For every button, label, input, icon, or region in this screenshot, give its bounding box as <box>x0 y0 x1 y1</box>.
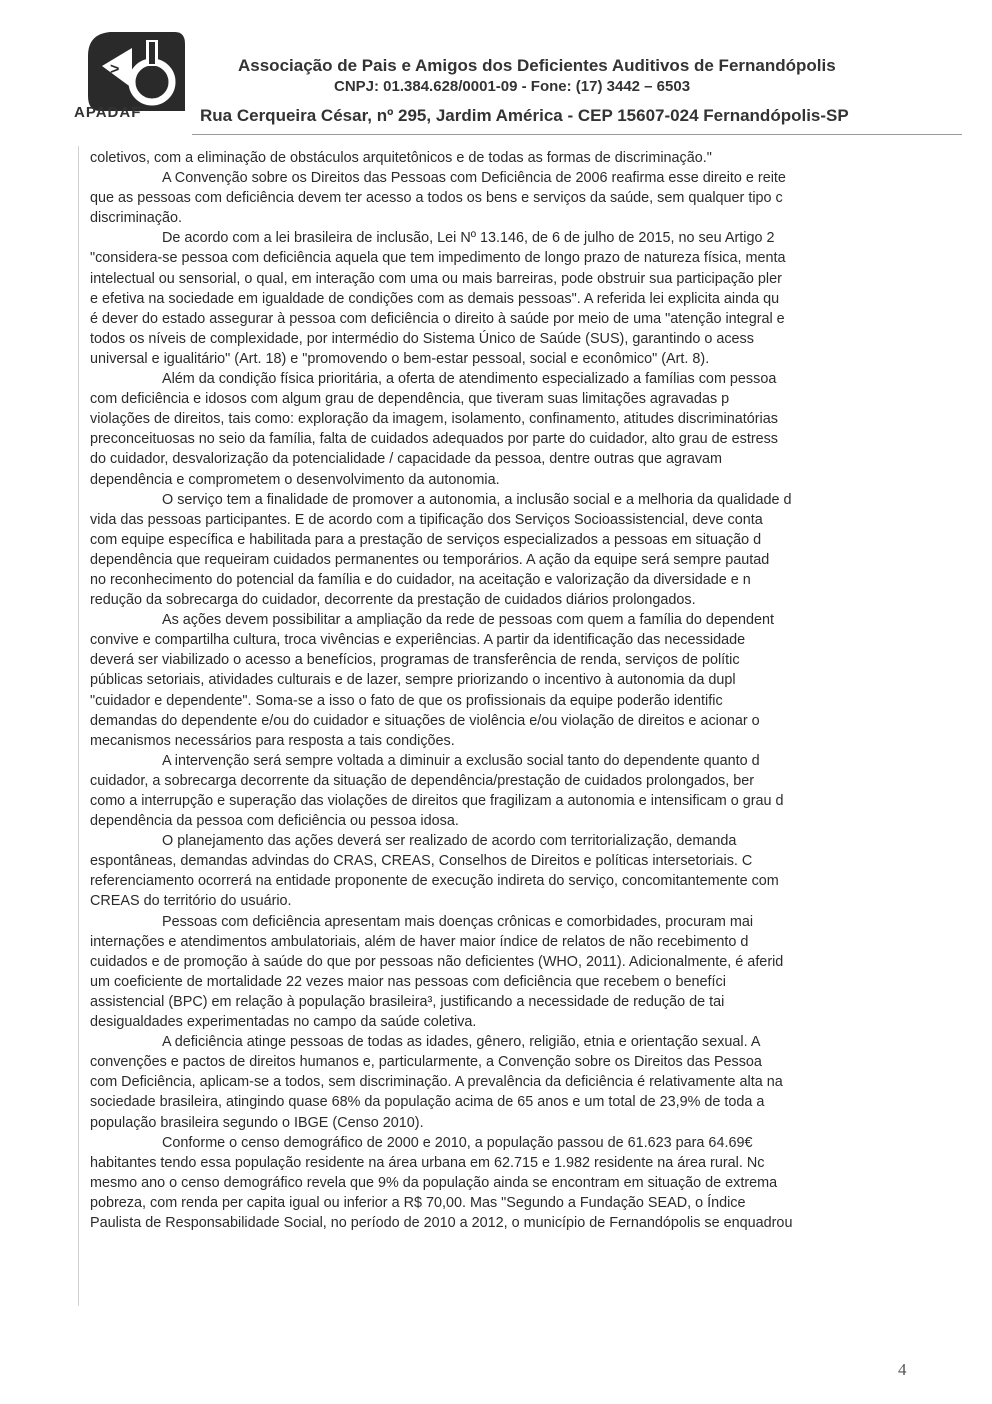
page-number: 4 <box>898 1360 907 1379</box>
text-line: discriminação. <box>90 210 182 227</box>
text-line: O serviço tem a finalidade de promover a autonomia, a inclusão social e a melhoria da qualidade d <box>162 491 792 508</box>
text-line: dependência da pessoa com deficiência ou pessoa idosa. <box>90 813 459 830</box>
text-line: Além da condição física prioritária, a oferta de atendimento especializado a famílias com pessoa <box>162 371 777 388</box>
text-line: intelectual ou sensorial, o qual, em interação com uma ou mais barreiras, pode obstruir sua participação pler <box>90 270 782 287</box>
text-line: internações e atendimentos ambulatoriais, além de haver maior índice de relatos de não recebimento d <box>90 933 749 950</box>
text-line: "cuidador e dependente". Soma-se a isso o fato de que os profissionais da equipe poderão identific <box>90 692 723 709</box>
text-line: pobreza, com renda per capita igual ou inferior a R$ 70,00. Mas "Segundo a Fundação SEAD, o Índice <box>90 1194 746 1211</box>
text-line: As ações devem possibilitar a ampliação da rede de pessoas com quem a família do dependent <box>162 612 774 629</box>
text-line: convenções e pactos de direitos humanos e, particularmente, a Convenção sobre os Direitos das Pessoa <box>90 1054 762 1071</box>
document-body <box>90 148 982 1298</box>
text-line: com deficiência e idosos com algum grau de dependência, que tiveram suas limitações agravadas p <box>90 391 730 408</box>
text-line: universal e igualitário" (Art. 18) e "promovendo o bem-estar pessoal, social e econômico" (Art. 8). <box>90 350 710 367</box>
text-line: A intervenção será sempre voltada a diminuir a exclusão social tanto do dependente quanto d <box>162 752 760 769</box>
text-line: violações de direitos, tais como: exploração da imagem, isolamento, confinamento, atitudes discriminatórias <box>90 411 778 428</box>
text-line: com equipe específica e habilitada para a prestação de serviços especializados a pessoas em situação d <box>90 531 762 548</box>
text-line: é dever do estado assegurar à pessoa com deficiência o direito à saúde por meio de uma "atenção integral e <box>90 310 785 327</box>
address: Rua Cerqueira César, nº 295, Jardim América - CEP 15607-024 Fernandópolis-SP <box>200 106 849 125</box>
text-line: convive e compartilha cultura, troca vivências e experiências. A partir da identificação das necessidade <box>90 632 746 649</box>
text-line: A Convenção sobre os Direitos das Pessoas com Deficiência de 2006 reafirma esse direito e reite <box>162 170 786 187</box>
letterhead <box>0 0 992 150</box>
organization-name: Associação de Pais e Amigos dos Deficientes Auditivos de Fernandópolis <box>238 56 836 75</box>
text-line: do cuidador, desvalorização da potencialidade / capacidade da pessoa, dentre outras que agravam <box>90 451 723 468</box>
text-line: mesmo ano o censo demográfico revela que 9% da população ainda se encontram em situação de extrema <box>90 1174 778 1191</box>
text-line: como a interrupção e superação das violações de direitos que fragilizam a autonomia e intensificam o grau d <box>90 793 784 809</box>
text-line: preconceituosas no seio da família, falta de cuidados adequados por parte do cuidador, alto grau de estress <box>90 431 779 448</box>
header-divider <box>192 134 962 135</box>
text-line: que as pessoas com deficiência devem ter acesso a todos os bens e serviços da saúde, sem qualquer tipo c <box>90 190 783 207</box>
text-line: desigualdades experimentadas no campo da saúde coletiva. <box>90 1014 477 1031</box>
text-line: deverá ser viabilizado o acesso a benefícios, programas de transferência de renda, serviços de polític <box>90 652 740 669</box>
text-line: CREAS do território do usuário. <box>90 893 292 910</box>
text-line: referenciamento ocorrerá na entidade proponente de execução indireta do serviço, concomitantemente com <box>90 873 779 890</box>
text-line: O planejamento das ações deverá ser realizado de acordo com territorialização, demanda <box>162 833 737 850</box>
left-margin-line <box>78 146 79 1306</box>
text-line: no reconhecimento do potencial da família e do cuidador, na aceitação e valorização da diversidade e n <box>90 571 751 588</box>
cnpj-phone: CNPJ: 01.384.628/0001-09 - Fone: (17) 3442 – 6503 <box>334 78 691 95</box>
text-line: com Deficiência, aplicam-se a todos, sem discriminação. A prevalência da deficiência é relativamente alta na <box>90 1074 783 1091</box>
text-line: dependência que requeiram cuidados permanentes ou temporários. A ação da equipe será sempre pautad <box>90 551 770 568</box>
text-line: um coeficiente de mortalidade 22 vezes maior nas pessoas com deficiência que recebem o benefíci <box>90 973 726 990</box>
text-line: Pessoas com deficiência apresentam mais doenças crônicas e comorbidades, procuram mai <box>162 913 754 930</box>
logo-wordmark: APADAF <box>74 104 142 121</box>
text-line: A deficiência atinge pessoas de todas as idades, gênero, religião, etnia e orientação sexual. A <box>162 1034 761 1051</box>
text-line: vida das pessoas participantes. E de acordo com a tipificação dos Serviços Socioassistencial, deve conta <box>90 511 763 528</box>
text-line: Paulista de Responsabilidade Social, no período de 2010 a 2012, o município de Fernandópolis se enquadrou <box>90 1214 793 1231</box>
text-line: população brasileira segundo o IBGE (Censo 2010). <box>90 1114 424 1131</box>
text-line: assistencial (BPC) em relação à população brasileira³, justificando a necessidade de redução de tai <box>90 993 725 1010</box>
text-line: dependência e comprometem o desenvolvimento da autonomia. <box>90 471 500 488</box>
text-line: cuidador, a sobrecarga decorrente da situação de dependência/prestação de cuidados prolongados, ber <box>90 772 755 789</box>
text-line: públicas setoriais, atividades culturais e de lazer, sempre priorizando o incentivo à autonomia da dupl <box>90 672 736 689</box>
text-line: Conforme o censo demográfico de 2000 e 2010, a população passou de 61.623 para 64.69€ <box>162 1134 753 1151</box>
text-line: sociedade brasileira, atingindo quase 68% da população acima de 65 anos e um total de 23,9% de toda a <box>90 1094 765 1111</box>
text-line: "considera-se pessoa com deficiência aquela que tem impedimento de longo prazo de natureza física, menta <box>90 250 786 267</box>
text-line: De acordo com a lei brasileira de inclusão, Lei Nº 13.146, de 6 de julho de 2015, no seu Artigo 2 <box>162 230 775 247</box>
text-line: coletivos, com a eliminação de obstáculos arquitetônicos e de todas as formas de discriminação." <box>90 150 712 166</box>
text-line: e efetiva na sociedade em igualdade de condições com as demais pessoas". A referida lei explicita ainda qu <box>90 290 780 307</box>
text-line: redução da sobrecarga do cuidador, decorrente da prestação de cuidados diários prolongados. <box>90 592 696 609</box>
svg-text:>: > <box>110 61 120 78</box>
text-line: demandas do dependente e/ou do cuidador e situações de violência e/ou violação de direitos e acionar o <box>90 712 760 729</box>
text-line: habitantes tendo essa população residente na área urbana em 62.715 e 1.982 residente na área rural. Nc <box>90 1154 765 1171</box>
text-line: mecanismos necessários para resposta a tais condições. <box>90 732 455 749</box>
text-line: espontâneas, demandas advindas do CRAS, CREAS, Conselhos de Direitos e políticas intersetoriais. C <box>90 853 753 870</box>
text-line: cuidados e de promoção à saúde do que por pessoas não deficientes (WHO, 2011). Adicionalmente, é aferid <box>90 953 784 970</box>
text-line: todos os níveis de complexidade, por intermédio do Sistema Único de Saúde (SUS), garantindo o acess <box>90 330 754 347</box>
